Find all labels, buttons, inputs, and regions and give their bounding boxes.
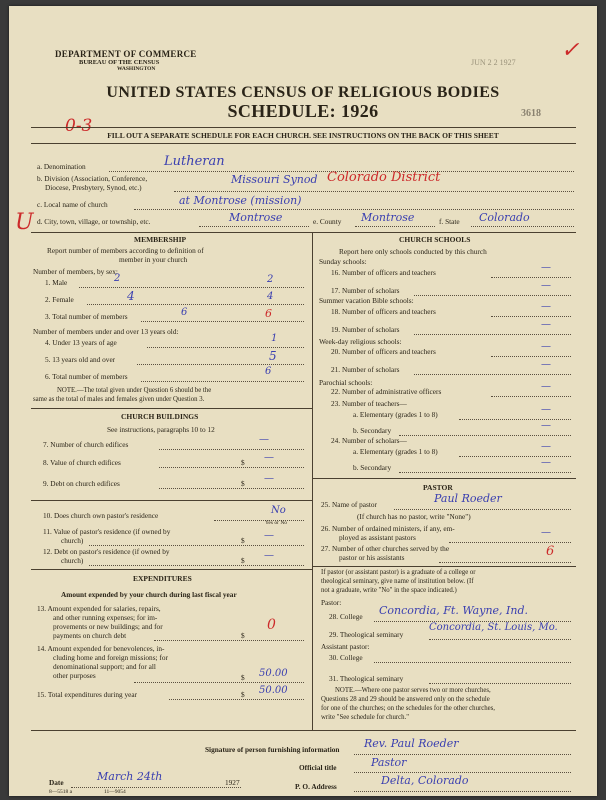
census-schedule-sheet: DEPARTMENT OF COMMERCE BUREAU OF THE CENSUS WASHINGTON JUN 2 2 1927 ✓ UNITED STATES CENSUS OF RELIGIOUS BODIES SCHEDULE: 1926 3618 0-3 FILL OUT A SEPARATE SCHEDULE FOR EACH CHURCH. SEE INSTRUCTIONS ON THE BACK OF THIS SHEET a. Denomination Lutheran b. Division (Association, Conference, Diocese, Presbytery, Synod, etc.) Missouri Synod Colorado District c. Local name of church at Montrose (mission) U d. City, town, village, or township, etc. Montrose e. County Montrose f. State Colorado MEMBERSHIP Report number of members according to definition of member in your church Number of members, by sex: 1. Male 2 2 2. Female 4 4 3. Total number of members 6 6 Number of members under and over 13 years old: 4. Under 13 years of age 1 5. 13 years old and over 5 6. Total number of members 6 NOTE.—The total given under Question 6 should be the same as the total of males and females given under Question 3. CHURCH BUILDINGS See instructions, paragraphs 10 to 12 7. Number of church edifices — 8. Value of church edifices $ — 9. Debt on church edifices $ — 10. Does church own pastor's residence No Yes or No 11. Value of pastor's residence (if owned by church) $ — 12. Debt on pastor's residence (if owned by church) $ — EXPENDITURES Amount expended by your church during last fiscal year 13. Amount expended for salaries, repairs, and other running expenses; for im- provements or new buildings; and for payments on church debt $ 0 14. Amount expended for benevolences, in- cluding home and foreign missions; for denominational support; and for all other purposes $ 50.00 15. Total expenditures during year $ 50.00 CHURCH SCHOOLS Report here only schools conducted by this church Sunday schools: 16. Number of officers and teachers — 17. Number of scholars — Summer vacation Bible schools: 18. Number of officers and teachers — 19. Number of scholars — Week-day religious schools: 20. Number of officers and teachers — 21. Number of scholars — Parochial schools: 22. Number of administrative officers — 23. Number of teachers— a. Elementary (grades 1 to 8) — b. Secondary — 24. Number of scholars— a. Elementary (grades 1 to 8) — b. Secondary — PASTOR 25. Name of pastor Paul Roeder (If church has no pastor, write "None") 26. Number of ordained ministers, if any, em- ployed as assistant pastors — 27. Number of other churches served by the pastor or his assistants 6 If pastor (or assistant pastor) is a graduate of a college or theological seminary, give name of institution below. (If not a graduate, write "No" in the space indicated.) Pastor: 28. College Concordia, Ft. Wayne, Ind. 29. Theological seminary Concordia, St. Louis, Mo. Assistant pastor: 30. College 31. Theological seminary NOTE.—Where one pastor serves two or more churches, Questions 28 and 29 should be answered only on the schedule for one of the churches; on the schedules for the other churches, write "See schedule for church." Signature of person furnishing information Rev. Paul Roeder Official title Pastor Date March 24th 1927 P. O. Address Delta, Colorado 8—5518 a 11—9054: [9, 6, 597, 796]
city-field[interactable]: Montrose: [229, 211, 283, 224]
q19-label: 19. Number of scholars: [331, 325, 400, 334]
q24b-label: b. Secondary: [353, 463, 392, 472]
print-number: 11—9054: [104, 789, 126, 795]
q22-field[interactable]: —: [541, 381, 551, 392]
schools-heading: CHURCH SCHOOLS: [399, 235, 471, 244]
q21-label: 21. Number of scholars: [331, 365, 400, 374]
q18-field[interactable]: —: [541, 301, 551, 312]
q26-label: 26. Number of ordained ministers, if any, em-: [321, 524, 455, 533]
q17-label: 17. Number of scholars: [331, 286, 400, 295]
q24a-label: a. Elementary (grades 1 to 8): [353, 447, 438, 456]
q11-field[interactable]: —: [264, 530, 274, 541]
q8-field[interactable]: —: [264, 452, 274, 463]
q19-field[interactable]: —: [541, 319, 551, 330]
po-address-field[interactable]: Delta, Colorado: [381, 774, 469, 787]
bureau-label: BUREAU OF THE CENSUS: [79, 59, 160, 66]
buildings-heading: CHURCH BUILDINGS: [121, 412, 199, 421]
local-name-label: c. Local name of church: [37, 200, 108, 209]
q14-field[interactable]: 50.00: [259, 668, 288, 679]
date-field[interactable]: March 24th: [97, 770, 163, 783]
year-label: 1927: [225, 778, 240, 787]
q24-label: 24. Number of scholars—: [331, 436, 407, 445]
county-field[interactable]: Montrose: [361, 211, 415, 224]
department-label: DEPARTMENT OF COMMERCE: [55, 49, 197, 59]
state-field[interactable]: Colorado: [479, 211, 530, 224]
q23b-label: b. Secondary: [353, 426, 392, 435]
q27-field[interactable]: 6: [546, 544, 555, 559]
q5-field[interactable]: 5: [269, 349, 277, 363]
form-title: UNITED STATES CENSUS OF RELIGIOUS BODIES: [106, 84, 500, 101]
q17-field[interactable]: —: [541, 280, 551, 291]
q2-female-field[interactable]: 4: [127, 289, 135, 303]
q22-label: 22. Number of administrative officers: [331, 387, 442, 396]
q7-field[interactable]: —: [259, 434, 269, 445]
q24a-field[interactable]: —: [541, 441, 551, 452]
q18-label: 18. Number of officers and teachers: [331, 307, 436, 316]
date-label: Date: [49, 778, 64, 787]
q29-field[interactable]: Concordia, St. Louis, Mo.: [429, 622, 558, 633]
q23a-field[interactable]: —: [541, 404, 551, 415]
city-town-label: d. City, town, village, or township, etc.: [37, 217, 151, 226]
q7-label: 7. Number of church edifices: [43, 440, 129, 449]
q12-label: 12. Debt on pastor's residence (if owned by: [43, 547, 170, 556]
q10-label: 10. Does church own pastor's residence: [43, 511, 159, 520]
red-check-mark: ✓: [561, 38, 580, 63]
city-label: WASHINGTON: [117, 66, 156, 72]
q15-field[interactable]: 50.00: [259, 685, 288, 696]
q12-field[interactable]: —: [264, 550, 274, 561]
q23b-field[interactable]: —: [541, 420, 551, 431]
red-mark-code: 0-3: [65, 116, 93, 136]
q20-label: 20. Number of officers and teachers: [331, 347, 436, 356]
q10-field[interactable]: No: [271, 505, 286, 516]
q11-label: 11. Value of pastor's residence (if owned by: [43, 527, 171, 536]
official-title-label: Official title: [299, 763, 337, 772]
division-field[interactable]: Missouri Synod: [231, 173, 318, 186]
county-label: e. County: [313, 217, 342, 226]
q1-male-total-field[interactable]: 2: [267, 274, 274, 285]
q31-label: 31. Theological seminary: [329, 674, 404, 683]
official-title-field[interactable]: Pastor: [371, 756, 407, 769]
q14-label: 14. Amount expended for benevolences, in-: [37, 644, 165, 653]
state-label: f. State: [439, 217, 460, 226]
red-u-mark: U: [15, 210, 34, 235]
membership-heading: MEMBERSHIP: [134, 235, 187, 244]
division-label-2: Diocese, Presbytery, Synod, etc.): [45, 183, 142, 192]
q2-female-total-field[interactable]: 4: [267, 291, 274, 302]
division-district-field[interactable]: Colorado District: [327, 170, 441, 185]
schedule-title: SCHEDULE: 1926: [227, 101, 379, 121]
q16-label: 16. Number of officers and teachers: [331, 268, 436, 277]
q4-field[interactable]: 1: [271, 333, 278, 344]
q3-total-field[interactable]: 6: [181, 307, 188, 318]
divider: [31, 127, 576, 128]
signature-label: Signature of person furnishing information: [205, 745, 340, 754]
q30-label: 30. College: [329, 653, 363, 662]
denomination-field[interactable]: Lutheran: [164, 154, 225, 169]
q16-field[interactable]: —: [541, 262, 551, 273]
q3-label: 3. Total number of members: [45, 312, 128, 321]
local-name-field[interactable]: at Montrose (mission): [179, 194, 302, 207]
q13-field[interactable]: 0: [267, 617, 276, 633]
po-address-label: P. O. Address: [295, 782, 337, 791]
q4-label: 4. Under 13 years of age: [45, 338, 117, 347]
q29-label: 29. Theological seminary: [329, 630, 404, 639]
q21-field[interactable]: —: [541, 359, 551, 370]
q28-field[interactable]: Concordia, Ft. Wayne, Ind.: [379, 604, 528, 617]
q2-label: 2. Female: [45, 295, 74, 304]
expenditures-heading: EXPENDITURES: [133, 574, 192, 583]
q13-label: 13. Amount expended for salaries, repairs,: [37, 604, 161, 613]
q24b-field[interactable]: —: [541, 457, 551, 468]
denomination-label: a. Denomination: [37, 162, 86, 171]
signature-field[interactable]: Rev. Paul Roeder: [364, 737, 459, 750]
q20-field[interactable]: —: [541, 341, 551, 352]
q26-field[interactable]: —: [541, 527, 551, 538]
q3-total-red-field[interactable]: 6: [265, 307, 272, 320]
q6-label: 6. Total number of members: [45, 372, 128, 381]
q25-field[interactable]: Paul Roeder: [434, 492, 502, 505]
q9-label: 9. Debt on church edifices: [43, 479, 120, 488]
instruction-line: FILL OUT A SEPARATE SCHEDULE FOR EACH CHURCH. SEE INSTRUCTIONS ON THE BACK OF THIS SHEET: [107, 131, 499, 140]
division-label: b. Division (Association, Conference,: [37, 174, 148, 183]
divider: [31, 143, 576, 144]
q6-field[interactable]: 6: [265, 366, 272, 377]
q5-label: 5. 13 years old and over: [45, 355, 116, 364]
q9-field[interactable]: —: [264, 473, 274, 484]
form-number: 8—5518 a: [49, 789, 73, 795]
pastor-heading: PASTOR: [423, 483, 453, 492]
q23-label: 23. Number of teachers—: [331, 399, 407, 408]
q15-label: 15. Total expenditures during year: [37, 690, 138, 699]
received-stamp: JUN 2 2 1927: [471, 58, 516, 67]
serial-number: 3618: [521, 108, 541, 119]
q8-label: 8. Value of church edifices: [43, 458, 121, 467]
q23a-label: a. Elementary (grades 1 to 8): [353, 410, 438, 419]
q25-label: 25. Name of pastor: [321, 500, 377, 509]
q28-label: 28. College: [329, 612, 363, 621]
q1-male-field[interactable]: 2: [114, 273, 121, 284]
q27-label: 27. Number of other churches served by the: [321, 544, 450, 553]
q1-label: 1. Male: [45, 278, 68, 287]
